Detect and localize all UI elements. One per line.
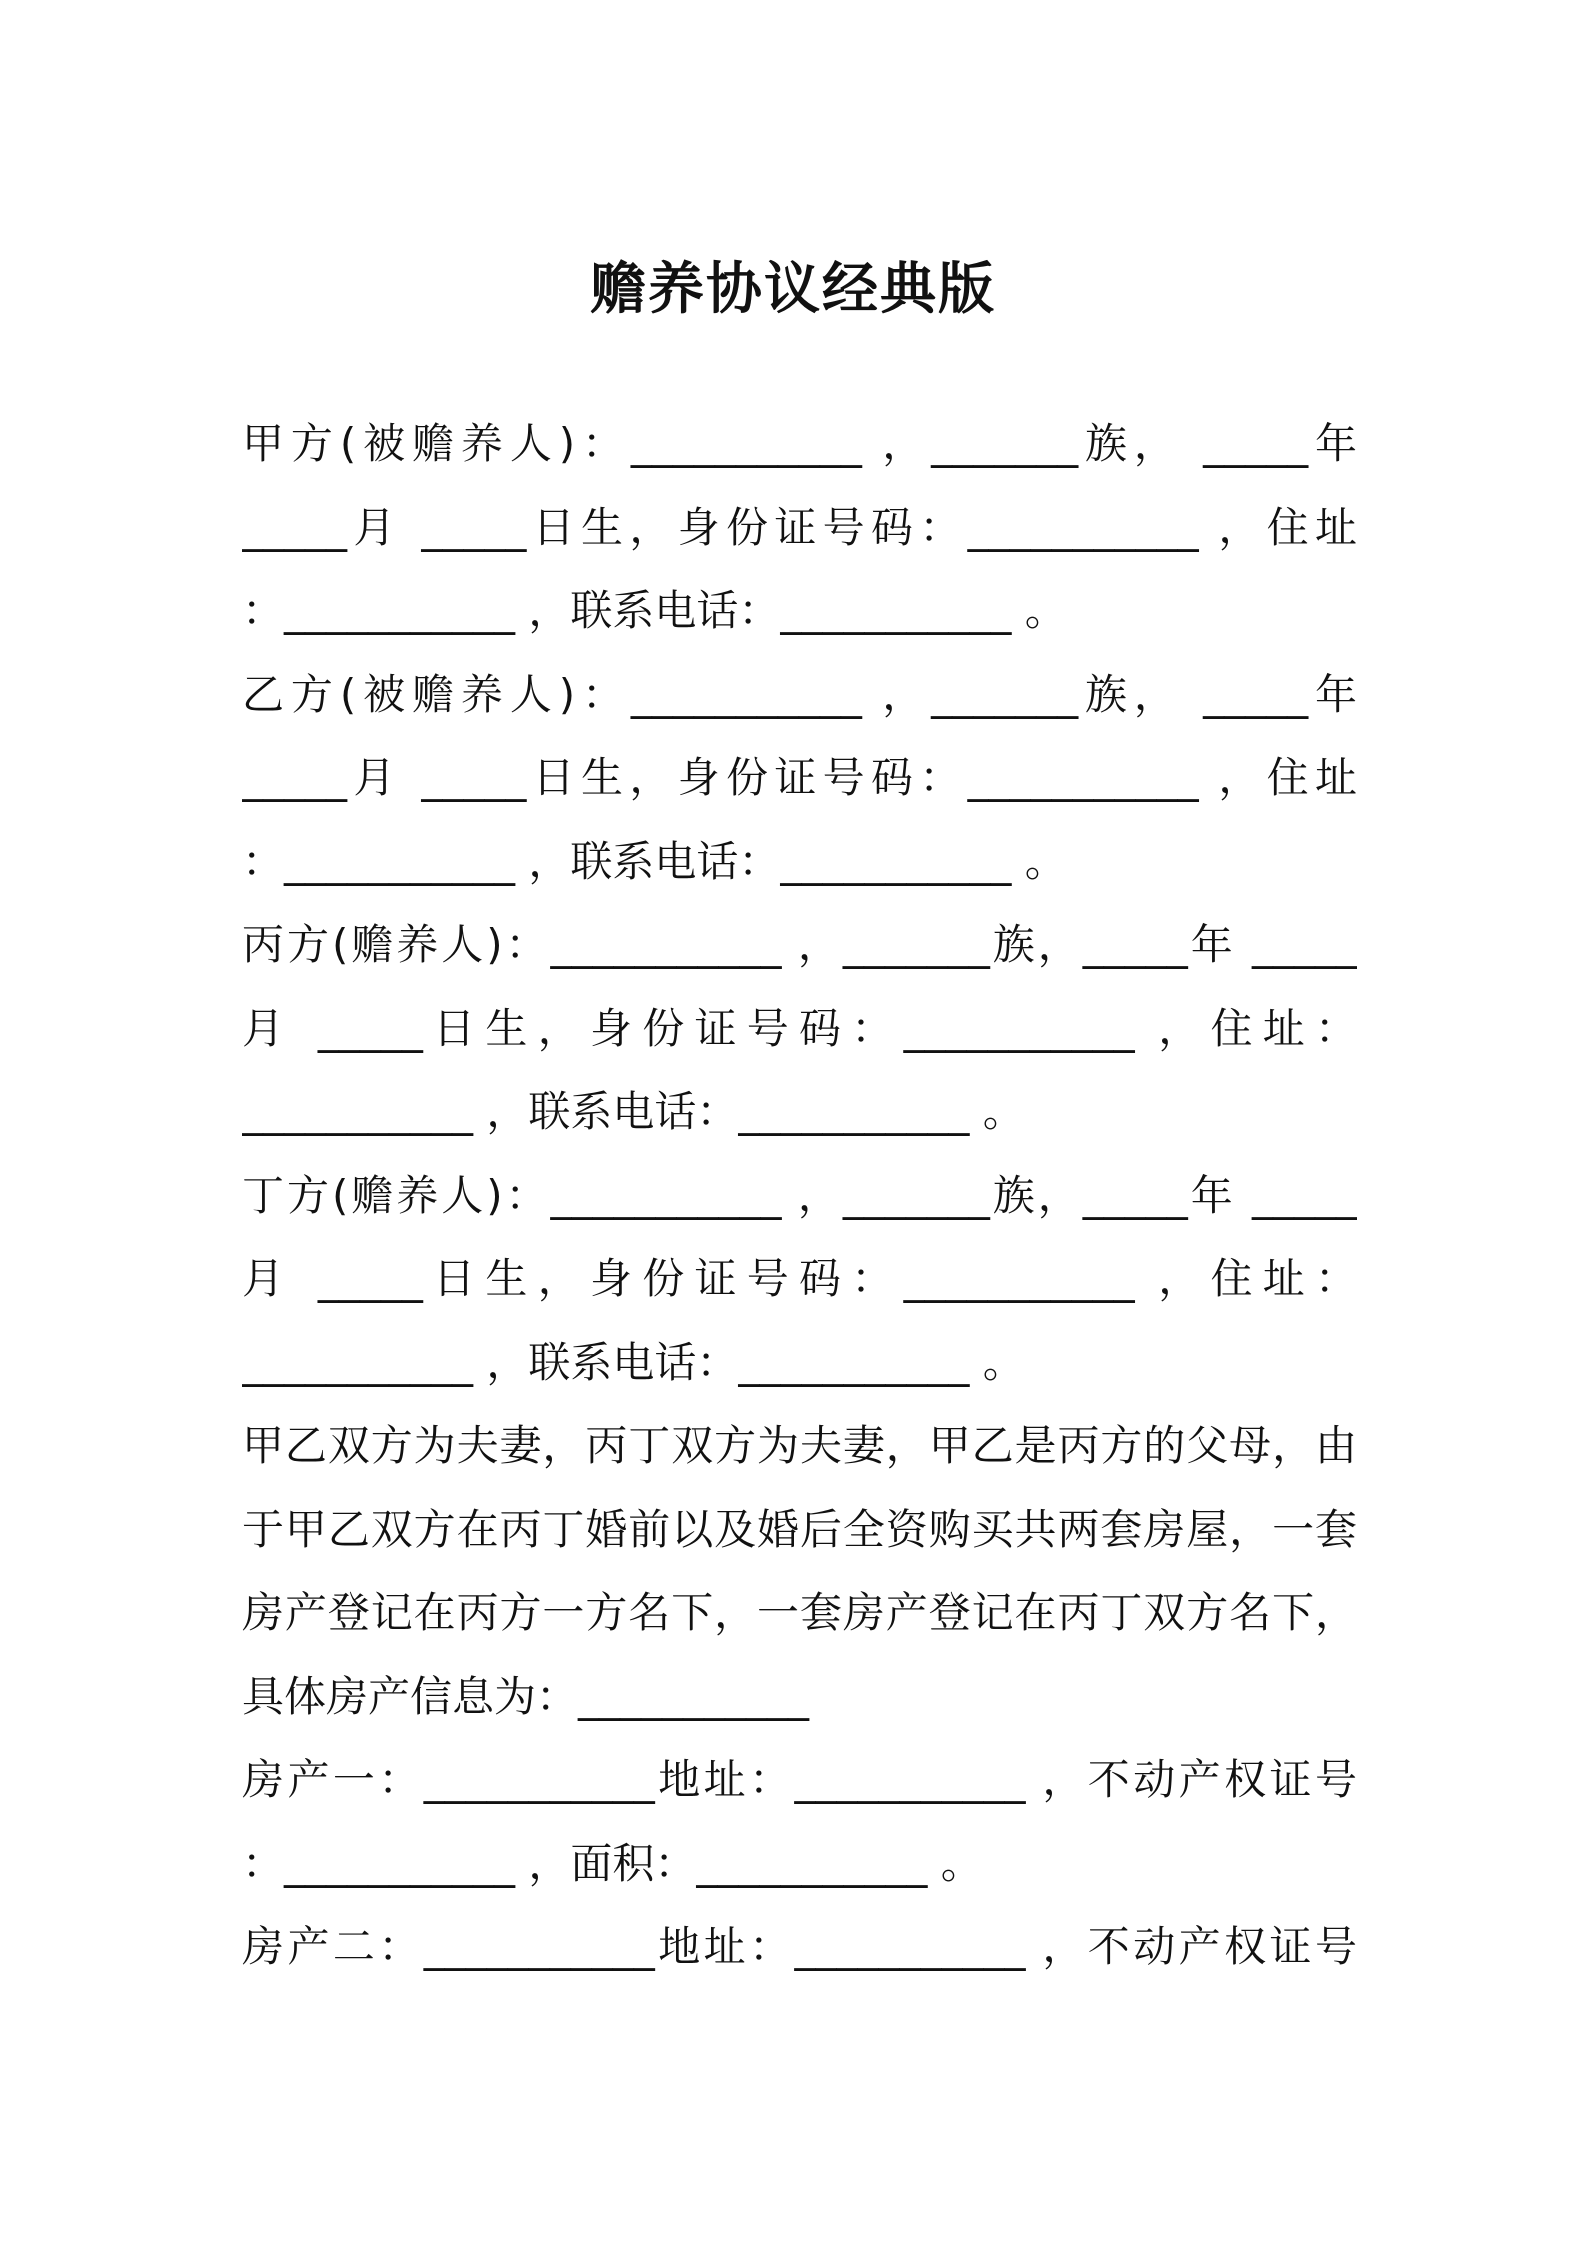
- party-c-line-3: ___________ ，联系电话：___________ 。: [242, 1087, 1025, 1136]
- paragraph-line-2: 于甲乙双方在丙丁婚前以及婚后全资购买共两套房屋，一套: [242, 1504, 1357, 1554]
- property-1-line-2: ：___________ ，面积：___________ 。: [242, 1838, 983, 1888]
- party-d-line-2: 月 _____日生，身份证号码：___________ ，住址：: [242, 1254, 1357, 1303]
- party-a-line-1: 甲方(被赡养人)：___________ ，_______族， _____年: [242, 419, 1357, 468]
- party-a-line-3: ：___________ ，联系电话：___________ 。: [242, 586, 1067, 635]
- party-b-line-2: _____月 _____日生，身份证号码：___________ ，住址: [242, 753, 1357, 802]
- paragraph-line-4: 具体房产信息为：___________: [242, 1671, 810, 1721]
- party-b-line-3: ：___________ ，联系电话：___________ 。: [242, 836, 1067, 886]
- property-1-line-1: 房产一：___________地址：___________ ，不动产权证号: [242, 1755, 1357, 1804]
- party-d-line-1: 丁方(赡养人)：___________ ，_______族，_____年 _____: [242, 1170, 1357, 1220]
- party-c-line-2: 月 _____日生，身份证号码：___________ ，住址：: [242, 1003, 1357, 1053]
- document-title: 赡养协议经典版: [590, 257, 996, 322]
- paragraph-line-1: 甲乙双方为夫妻，丙丁双方为夫妻，甲乙是丙方的父母，由: [242, 1421, 1357, 1470]
- party-a-line-2: _____月 _____日生，身份证号码：___________ ，住址: [242, 502, 1357, 552]
- party-d-line-3: ___________ ，联系电话：___________ 。: [242, 1337, 1025, 1387]
- property-2-line-1: 房产二：___________地址：___________ ，不动产权证号: [242, 1922, 1357, 1971]
- party-b-line-1: 乙方(被赡养人)：___________ ，_______族， _____年: [242, 669, 1357, 719]
- party-c-line-1: 丙方(赡养人)：___________ ，_______族，_____年 _____: [242, 920, 1357, 969]
- paragraph-line-3: 房产登记在丙方一方名下，一套房产登记在丙丁双方名下，: [242, 1588, 1357, 1637]
- document-body: [242, 402, 1357, 1989]
